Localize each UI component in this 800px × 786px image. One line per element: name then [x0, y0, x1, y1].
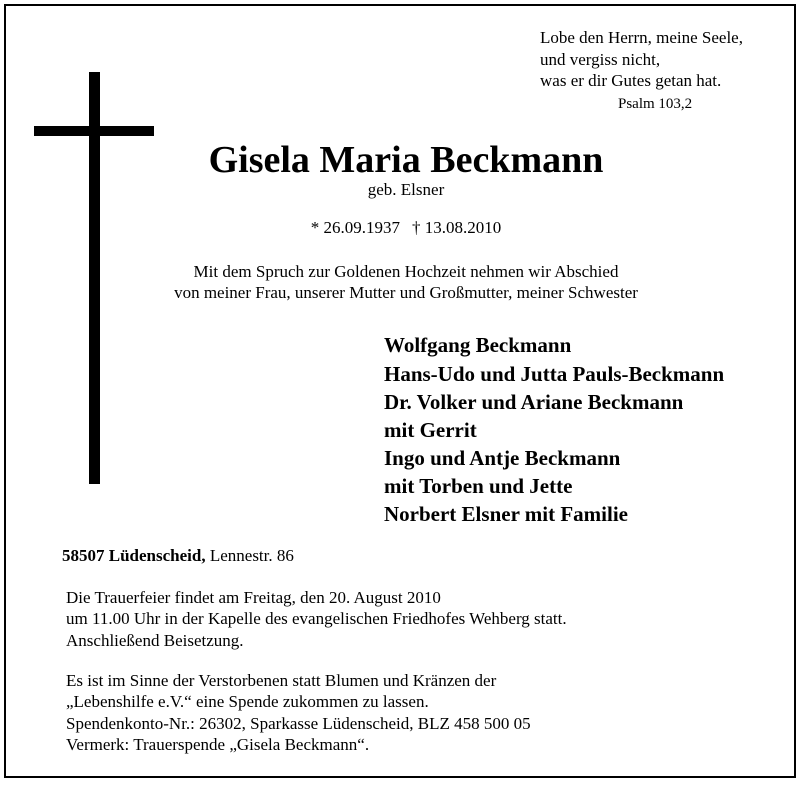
birth-name: geb. Elsner — [367, 180, 445, 199]
psalm-reference: Psalm 103,2 — [618, 96, 693, 112]
mourner-line: Hans-Udo und Jutta Pauls-Beckmann — [384, 362, 725, 386]
address — [62, 545, 294, 567]
farewell-line: von meiner Frau, unserer Mutter und Großmutter, meiner Schwester — [174, 283, 638, 302]
deceased-name: Gisela Maria Beckmann — [208, 139, 604, 181]
mourner-line: Dr. Volker und Ariane Beckmann — [384, 390, 684, 414]
farewell-line: Mit dem Spruch zur Goldenen Hochzeit nehmen wir Abschied — [193, 262, 619, 281]
obituary-notice — [4, 4, 796, 778]
funeral-line: um 11.00 Uhr in der Kapelle des evangelischen Friedhofes Wehberg statt. — [66, 609, 567, 628]
mourner-line: mit Gerrit — [384, 418, 477, 442]
donation-line: Vermerk: Trauerspende „Gisela Beckmann“. — [66, 735, 370, 754]
donation-line: Spendenkonto-Nr.: 26302, Sparkasse Lüdenscheid, BLZ 458 500 05 — [66, 714, 531, 733]
address-street: Lennestr. 86 — [209, 546, 294, 565]
mourner-line: Wolfgang Beckmann — [384, 333, 572, 357]
mourner-line: Ingo und Antje Beckmann — [384, 446, 621, 470]
death-date: † 13.08.2010 — [412, 218, 502, 237]
psalm-line: und vergiss nicht, — [540, 50, 661, 69]
funeral-line: Die Trauerfeier findet am Freitag, den 20. August 2010 — [66, 588, 441, 607]
donation-line: Es ist im Sinne der Verstorbenen statt Blumen und Kränzen der — [66, 671, 497, 690]
donation-line: „Lebenshilfe e.V.“ eine Spende zukommen zu lassen. — [66, 692, 429, 711]
mourner-line: Norbert Elsner mit Familie — [384, 502, 628, 526]
psalm-line: was er dir Gutes getan hat. — [540, 71, 722, 90]
address-city: 58507 Lüdenscheid, — [62, 546, 206, 565]
mourner-line: mit Torben und Jette — [384, 474, 573, 498]
psalm-line: Lobe den Herrn, meine Seele, — [540, 28, 743, 47]
life-dates — [6, 217, 800, 239]
cross-icon-bar — [34, 126, 154, 136]
birth-date: * 26.09.1937 — [310, 218, 400, 237]
funeral-line: Anschließend Beisetzung. — [66, 631, 244, 650]
